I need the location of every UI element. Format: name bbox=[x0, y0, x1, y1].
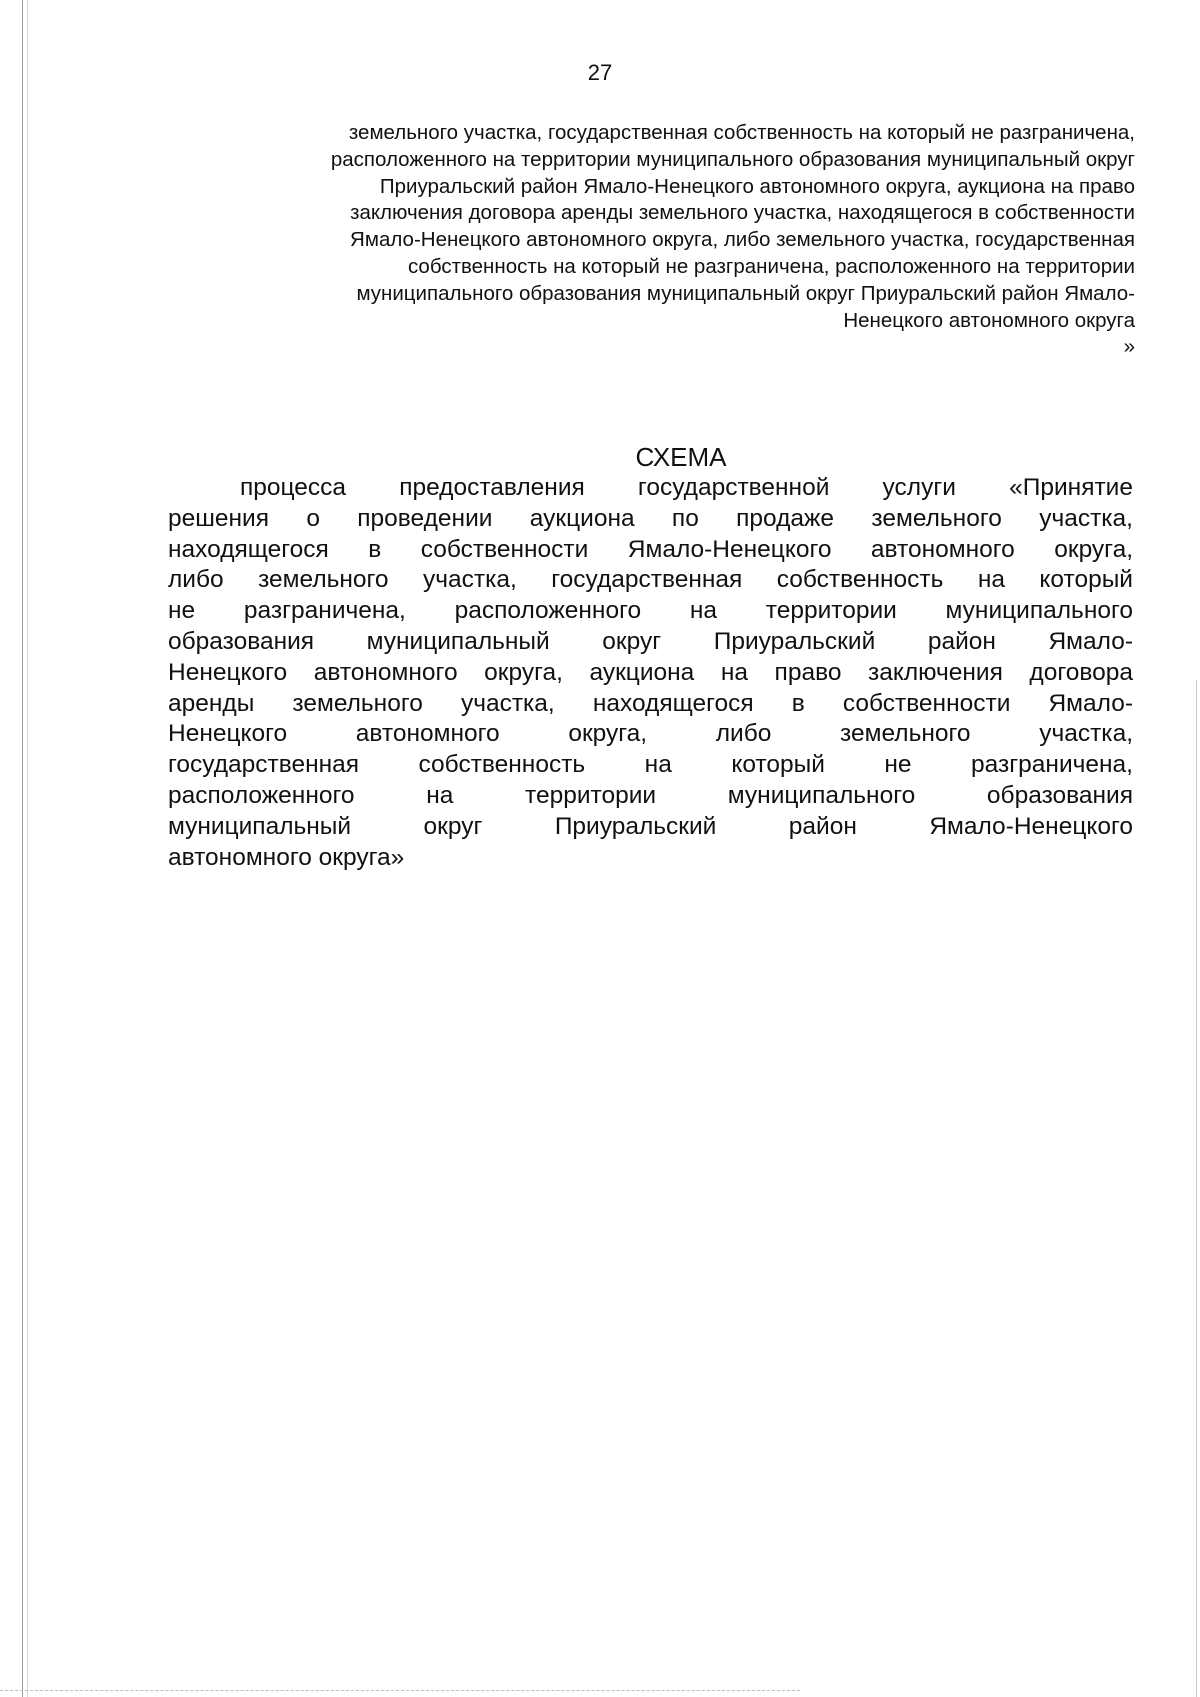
header-line: расположенного на территории муниципального образования муниципальный округ bbox=[330, 147, 1135, 171]
scan-left-edge bbox=[22, 0, 23, 1697]
schema-line: автономного округа» bbox=[168, 843, 405, 871]
page-number: 27 bbox=[587, 60, 613, 85]
schema-line: не разграничена, расположенного на территории муниципального bbox=[168, 597, 1133, 625]
header-line: заключения договора аренды земельного участка, находящегося в собственности bbox=[350, 201, 1135, 225]
schema-line: Ненецкого автономного округа, либо земельного участка, bbox=[168, 720, 1133, 748]
schema-line: процесса предоставления государственной услуги «Принятие bbox=[240, 474, 1133, 501]
header-line: собственность на который не разграничена, расположенного на территории bbox=[407, 254, 1135, 278]
scan-bottom-edge bbox=[0, 1690, 800, 1692]
header-line: Ненецкого автономного округа bbox=[843, 308, 1135, 332]
scan-left-edge-inner bbox=[27, 0, 28, 1697]
schema-line: расположенного на территории муниципального образования bbox=[168, 781, 1133, 809]
header-line: земельного участка, государственная собственность на который не разграничена, bbox=[348, 121, 1135, 144]
schema-line: муниципальный округ Приуральский район Ямало-Ненецкого bbox=[168, 812, 1133, 840]
schema-line: государственная собственность на который не разграничена, bbox=[168, 751, 1133, 779]
schema-line: решения о проведении аукциона по продаже земельного участка, bbox=[168, 504, 1133, 532]
schema-line: находящегося в собственности Ямало-Ненецкого автономного округа, bbox=[168, 535, 1133, 563]
appendix-header bbox=[150, 120, 1135, 361]
header-closing-quote: » bbox=[1123, 335, 1135, 359]
schema-title: СХЕМА bbox=[635, 442, 727, 472]
schema-description bbox=[168, 473, 1133, 873]
schema-line: аренды земельного участка, находящегося в собственности Ямало- bbox=[168, 689, 1133, 717]
header-line: Приуральский район Ямало-Ненецкого автономного округа, аукциона на право bbox=[379, 174, 1135, 198]
schema-line: Ненецкого автономного округа, аукциона на право заключения договора bbox=[168, 658, 1133, 686]
schema-line: образования муниципальный округ Приуральский район Ямало- bbox=[168, 627, 1133, 655]
header-line: муниципального образования муниципальный округ Приуральский район Ямало- bbox=[356, 281, 1135, 305]
schema-line: либо земельного участка, государственная собственность на который bbox=[168, 566, 1133, 594]
header-line: Ямало-Ненецкого автономного округа, либо земельного участка, государственная bbox=[350, 228, 1135, 252]
scan-right-edge bbox=[1196, 680, 1197, 1697]
